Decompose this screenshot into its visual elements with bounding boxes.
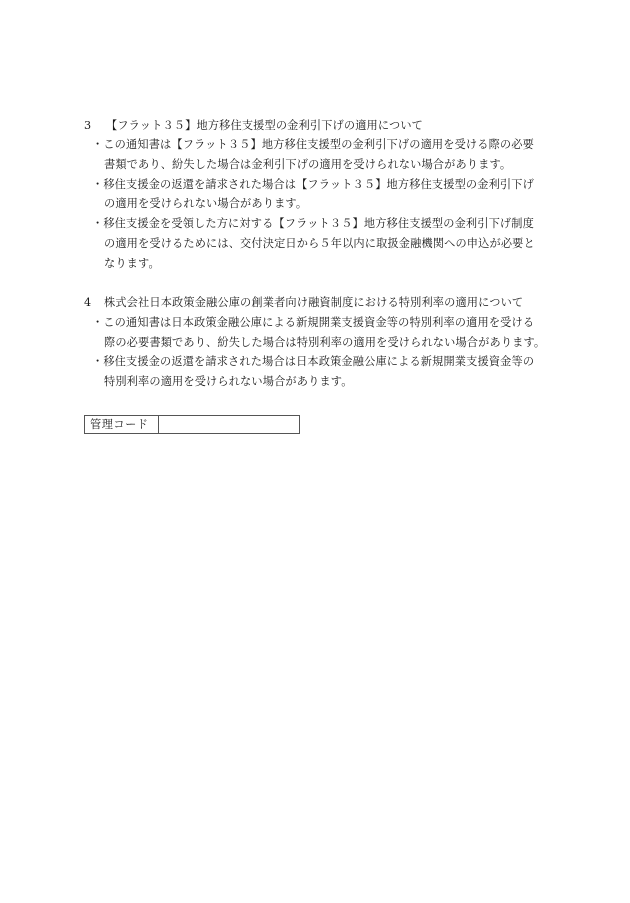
section-number: 3 bbox=[84, 119, 92, 132]
management-code-label: 管理コード bbox=[85, 416, 159, 433]
bullet-line: 特別利率の適用を受けられない場合があります。 bbox=[104, 375, 353, 388]
bullet-line: ・この通知書は日本政策金融公庫による新規開業支援資金等の特別利率の適用を受ける bbox=[92, 316, 535, 329]
bullet-line: ・移住支援金を受領した方に対する【フラット３５】地方移住支援型の金利引下げ制度 bbox=[92, 217, 534, 230]
management-code-value bbox=[159, 416, 299, 433]
section-number: 4 bbox=[84, 296, 92, 309]
bullet-line: 際の必要書類であり、紛失した場合は特別利率の適用を受けられない場合があります。 bbox=[104, 336, 546, 349]
bullet-line: 書類であり、紛失した場合は金利引下げの適用を受けられない場合があります。 bbox=[104, 158, 512, 171]
bullet-line: の適用を受けられない場合があります。 bbox=[104, 197, 308, 210]
bullet-line: ・移住支援金の返還を請求された場合は日本政策金融公庫による新規開業支援資金等の bbox=[92, 355, 535, 368]
section-title: 株式会社日本政策金融公庫の創業者向け融資制度における特別利率の適用について bbox=[104, 296, 524, 309]
bullet-line: の適用を受けるためには、交付決定日から５年以内に取扱金融機関への申込が必要と bbox=[104, 237, 535, 250]
bullet-line: なります。 bbox=[104, 257, 160, 270]
bullet-line: ・移住支援金の返還を請求された場合は【フラット３５】地方移住支援型の金利引下げ bbox=[92, 178, 534, 191]
management-code-table bbox=[84, 415, 300, 434]
section-title: 【フラット３５】地方移住支援型の金利引下げの適用について bbox=[106, 119, 424, 132]
bullet-line: ・この通知書は【フラット３５】地方移住支援型の金利引下げの適用を受ける際の必要 bbox=[92, 138, 534, 151]
